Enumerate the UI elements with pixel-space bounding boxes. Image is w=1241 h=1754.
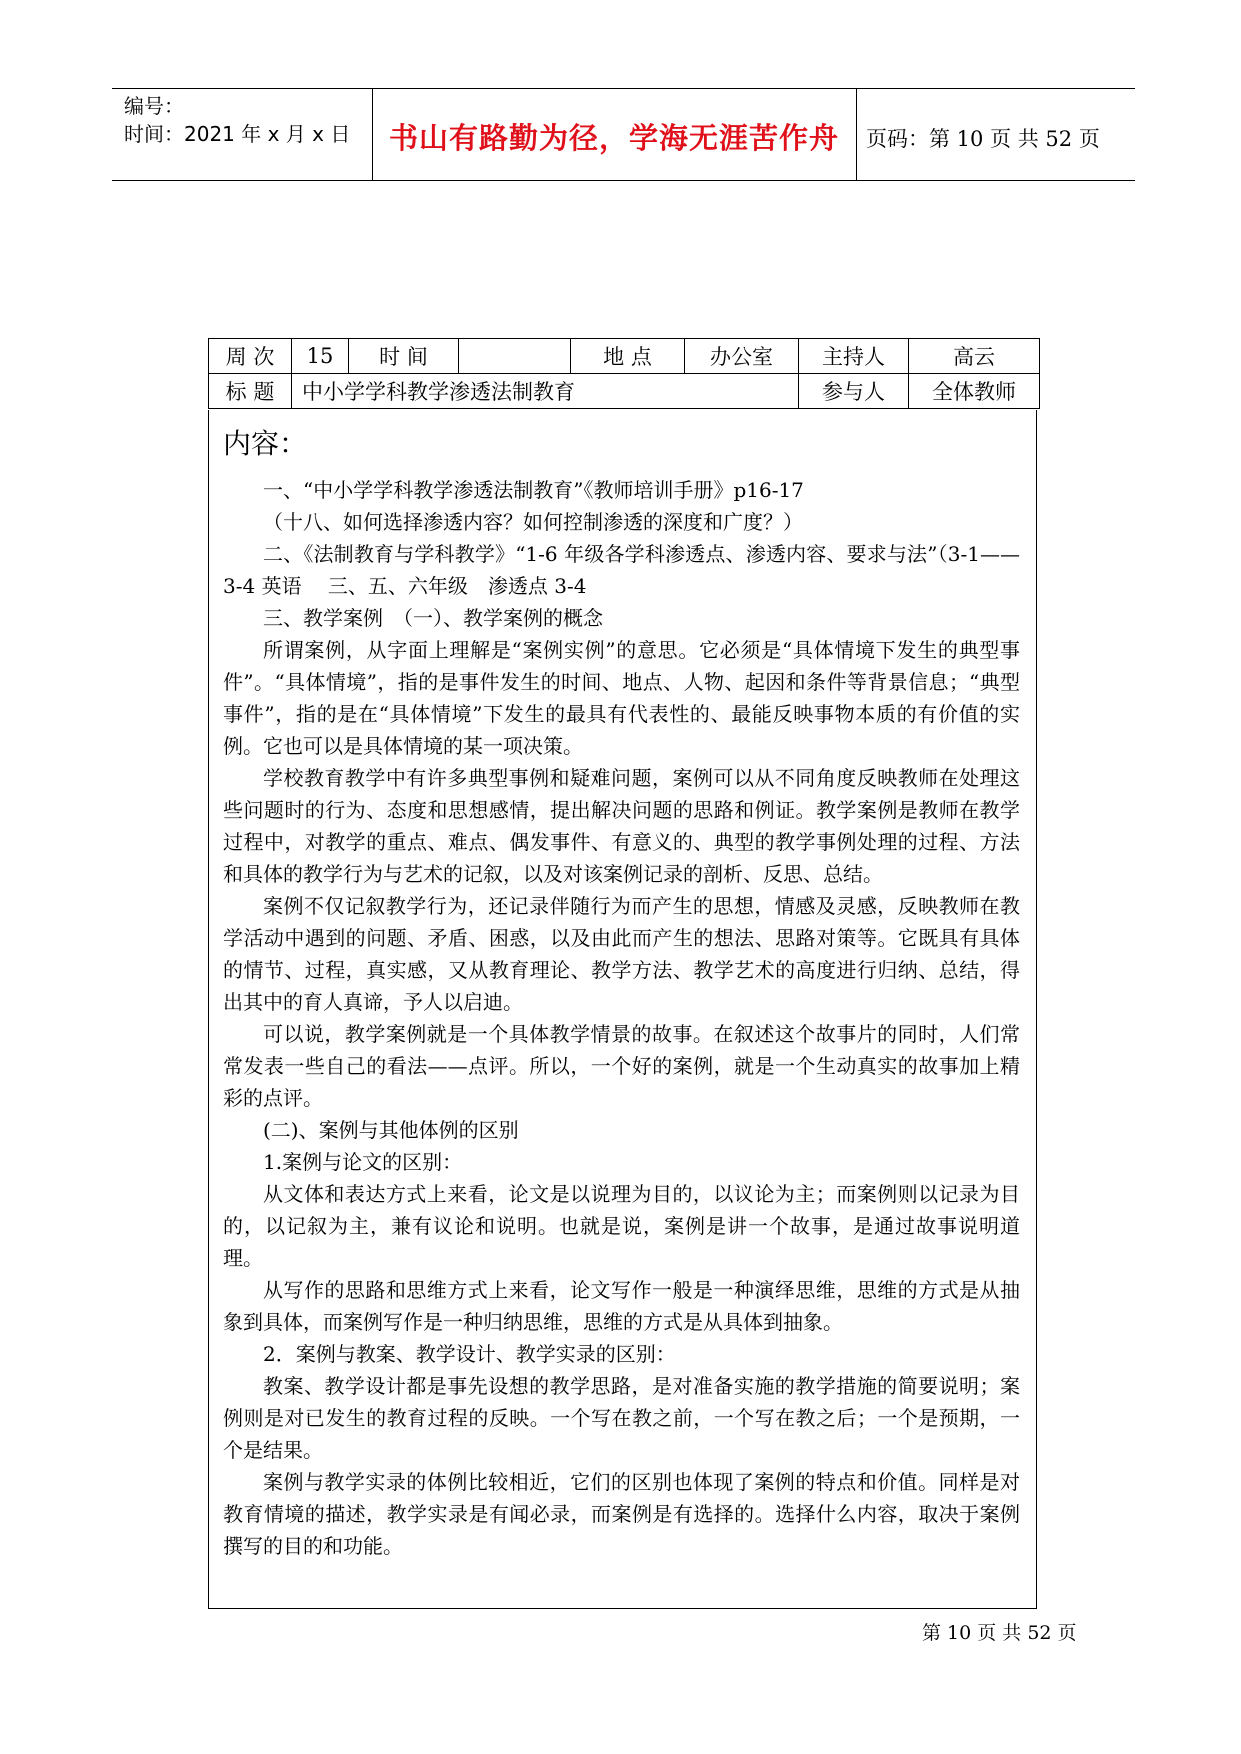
paragraph: 所谓案例，从字面上理解是“案例实例”的意思。它必须是“具体情境下发生的典型事件”。“具体情境”，指的是事件发生的时间、地点、人物、起因和条件等背景信息；“典型事件”，指的是在“具体情境”下发生的最具有代表性的、最能反映事物本质的有价值的实例。它也可以是具体情境的某一项决策。	[223, 638, 1020, 758]
paragraph: 教案、教学设计都是事先设想的教学思路，是对准备实施的教学措施的简要说明；案例则是对已发生的教育过程的反映。一个写在教之前，一个写在教之后；一个是预期，一个是结果。	[223, 1374, 1020, 1462]
paragraph: (二)、案例与其他体例的区别	[263, 1118, 519, 1142]
week-value: 15	[292, 339, 349, 374]
content-heading: 内容：	[223, 427, 308, 460]
paragraph: 案例与教学实录的体例比较相近，它们的区别也体现了案例的特点和价值。同样是对教育情境的描述，教学实录是有闻必录，而案例是有选择的。选择什么内容，取决于案例撰写的目的和功能。	[223, 1470, 1020, 1558]
paragraph: 1.案例与论文的区别：	[263, 1150, 463, 1174]
paragraph: 二、《法制教育与学科教学》“1-6 年级各学科渗透点、渗透内容、要求与法”（3-1——3-4 英语 三、五、六年级 渗透点 3-4	[223, 542, 1020, 598]
table-row	[209, 374, 1040, 409]
paragraph: 从文体和表达方式上来看，论文是以说理为目的，以议论为主；而案例则以记录为目的，以记叙为主，兼有议论和说明。也就是说，案例是讲一个故事，是通过故事说明道理。	[223, 1182, 1020, 1270]
paragraph: 案例不仅记叙教学行为，还记录伴随行为而产生的思想，情感及灵感，反映教师在教学活动中遇到的问题、矛盾、困惑，以及由此而产生的想法、思路对策等。它既具有具体的情节、过程，真实感，又从教育理论、教学方法、教学艺术的高度进行归纳、总结，得出其中的育人真谛，予人以启迪。	[223, 894, 1020, 1014]
participants-value: 全体教师	[909, 374, 1040, 409]
host-value: 高云	[909, 339, 1040, 374]
header-page-info: 页码：第 10 页 共 52 页	[866, 127, 1100, 151]
title-value: 中小学学科教学渗透法制教育	[292, 374, 799, 409]
time-label: 时 间	[349, 339, 459, 374]
header-divider-right	[856, 88, 857, 180]
table-row	[209, 339, 1040, 374]
document-date: 时间：2021 年 x 月 x 日	[124, 122, 351, 146]
paragraph: （十八、如何选择渗透内容？如何控制渗透的深度和广度？）	[263, 510, 803, 534]
header-top-rule	[112, 88, 1135, 89]
document-number-label: 编号：	[124, 94, 184, 118]
place-label: 地 点	[571, 339, 685, 374]
meeting-info-table	[208, 338, 1040, 409]
paragraph: 一、“中小学学科教学渗透法制教育”《教师培训手册》p16-17	[263, 478, 804, 502]
paragraph: 学校教育教学中有许多典型事例和疑难问题，案例可以从不同角度反映教师在处理这些问题时的行为、态度和思想感情，提出解决问题的思路和例证。教学案例是教师在教学过程中，对教学的重点、难点、偶发事件、有意义的、典型的教学事例处理的过程、方法和具体的教学行为与艺术的记叙，以及对该案例记录的剖析、反思、总结。	[223, 766, 1020, 886]
place-value: 办公室	[685, 339, 799, 374]
paragraph: 从写作的思路和思维方式上来看，论文写作一般是一种演绎思维，思维的方式是从抽象到具体，而案例写作是一种归纳思维，思维的方式是从具体到抽象。	[223, 1278, 1020, 1334]
header-left-block	[124, 92, 350, 148]
paragraph: 2．案例与教案、教学设计、教学实录的区别：	[263, 1342, 676, 1366]
paragraph: 可以说，教学案例就是一个具体教学情景的故事。在叙述这个故事片的同时，人们常常发表一些自己的看法——点评。所以，一个好的案例，就是一个生动真实的故事加上精彩的点评。	[223, 1022, 1020, 1110]
content-section	[208, 410, 1037, 1609]
paragraph: 三、教学案例 （一）、教学案例的概念	[263, 606, 603, 630]
header-bottom-rule	[112, 180, 1135, 181]
title-label: 标 题	[209, 374, 292, 409]
week-label: 周 次	[209, 339, 292, 374]
footer-page-number: 第 10 页 共 52 页	[922, 1622, 1077, 1644]
header-divider-left	[372, 88, 373, 180]
host-label: 主持人	[799, 339, 909, 374]
header-motto: 书山有路勤为径，学海无涯苦作舟	[388, 121, 839, 155]
time-value	[459, 339, 571, 374]
participants-label: 参与人	[799, 374, 909, 409]
